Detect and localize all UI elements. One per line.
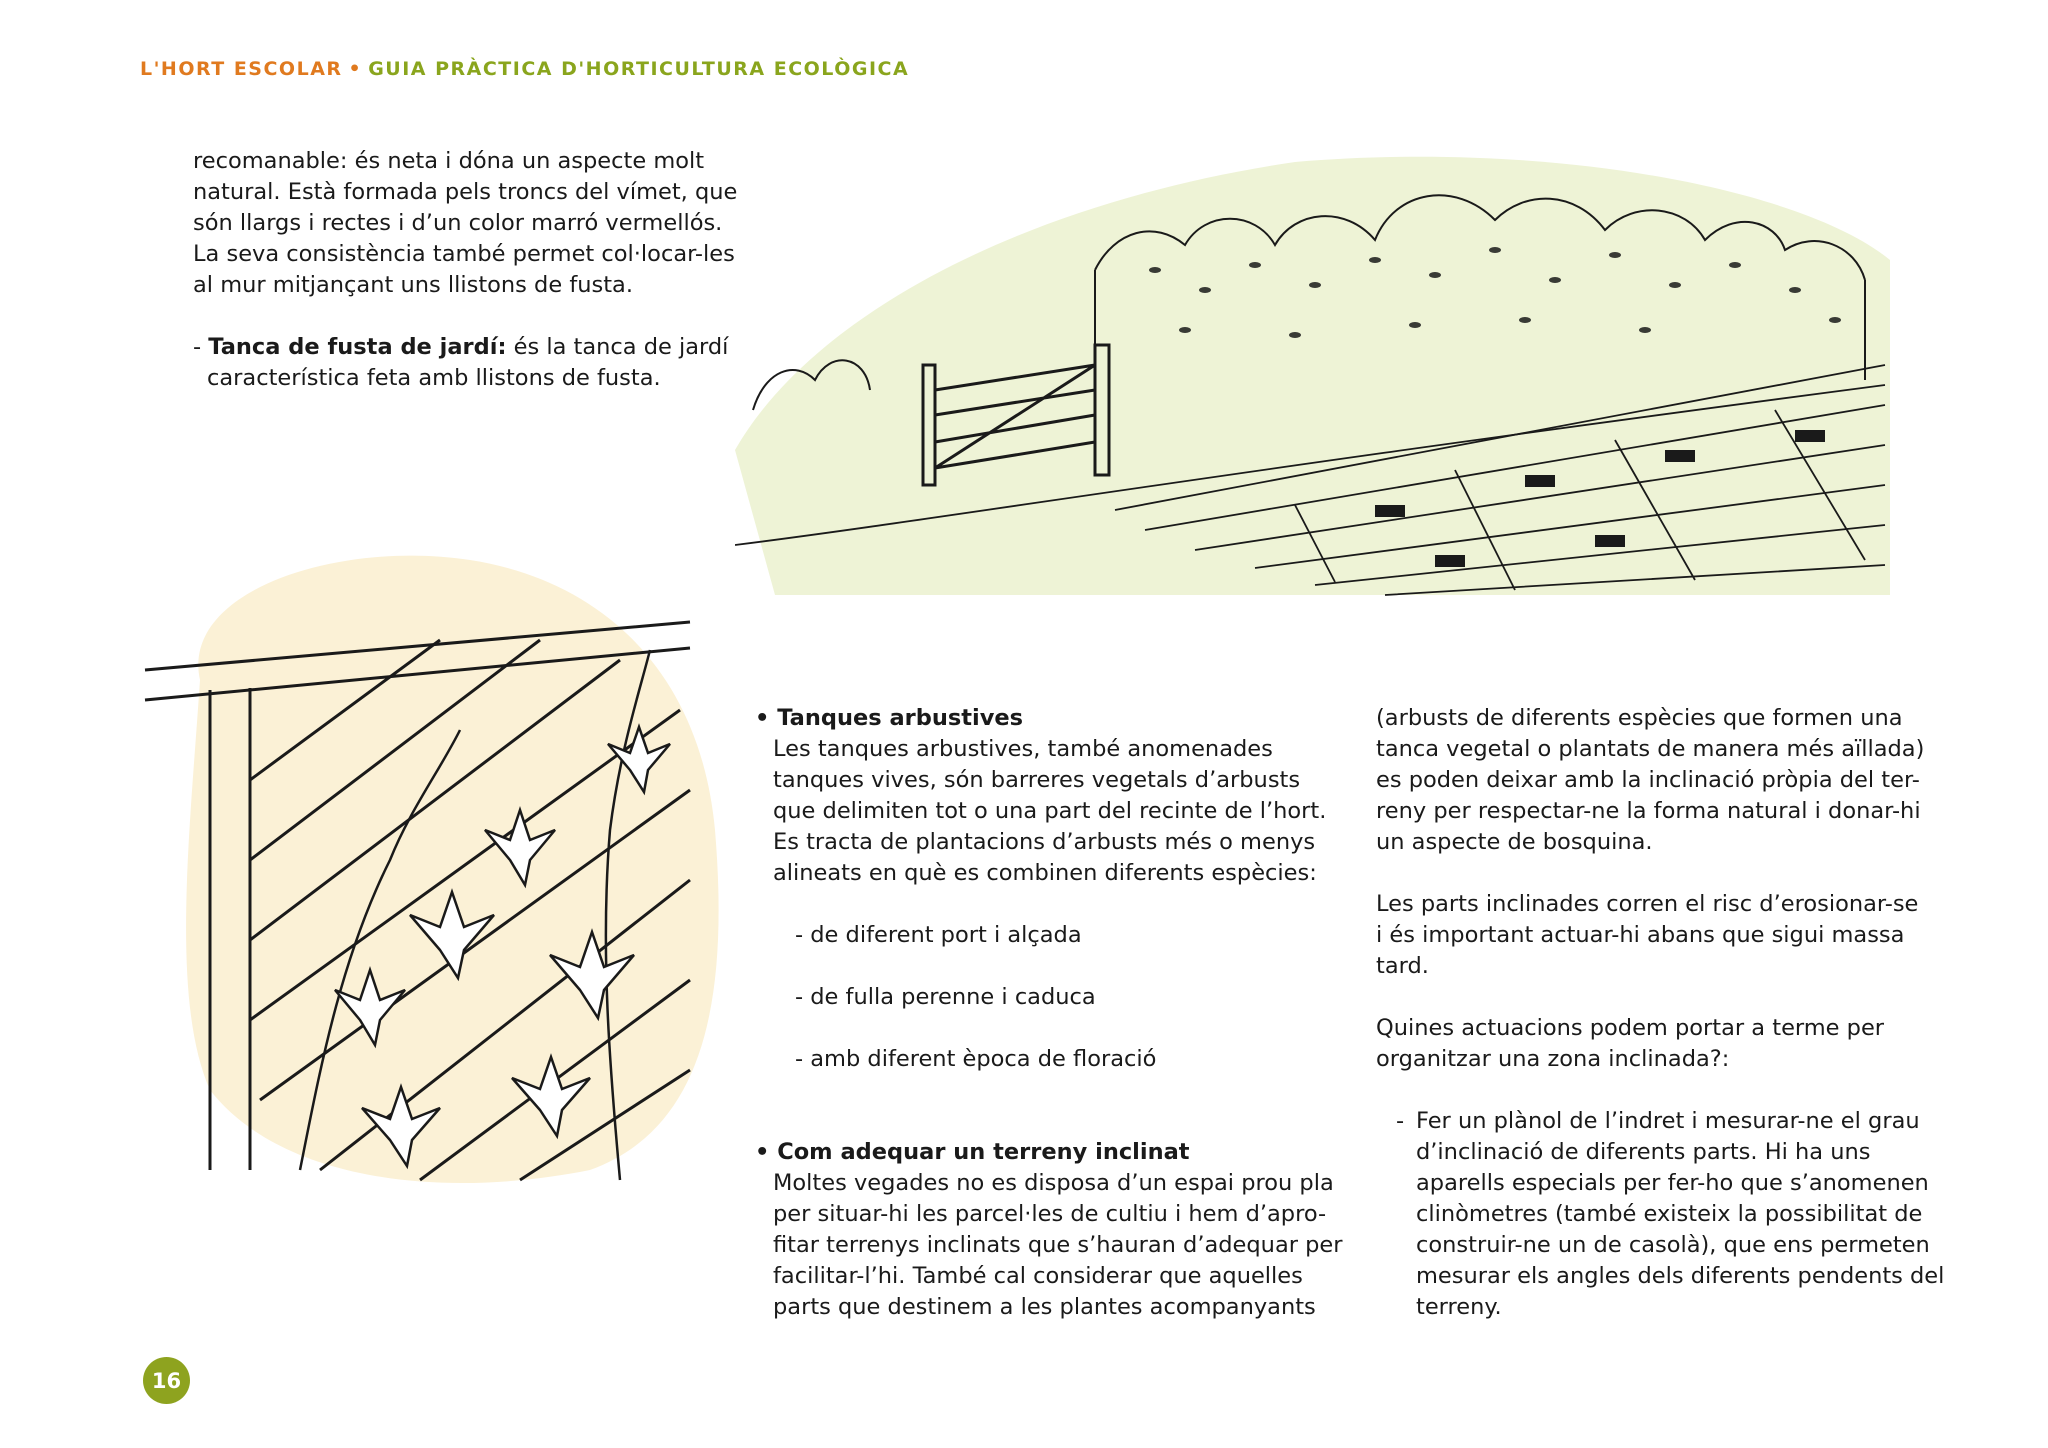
list-dash: - <box>1396 1108 1405 1134</box>
text-line: fitar terrenys inclinats que s’hauran d’adequar per <box>773 1232 1343 1258</box>
text-line: clinòmetres (també existeix la possibilitat de <box>1416 1201 1923 1227</box>
hedge-garden-illustration <box>735 150 1895 610</box>
text-line: són llargs i rectes i d’un color marró vermellós. <box>193 210 723 236</box>
text-line: d’inclinació de diferents parts. Hi ha uns <box>1416 1139 1871 1165</box>
page-number: 16 <box>151 1368 182 1393</box>
list-item <box>1376 1106 1944 1323</box>
text-line: facilitar-l’hi. També cal considerar que aquelles <box>773 1263 1303 1289</box>
text-line: Les parts inclinades corren el risc d’erosionar-se <box>1376 891 1919 917</box>
section-heading: • Tanques arbustives <box>755 705 1024 731</box>
text-line: que delimiten tot o una part del recinte de l’hort. <box>773 798 1327 824</box>
text-line: al mur mitjançant uns llistons de fusta. <box>193 272 633 298</box>
header-title: GUIA PRÀCTICA D'HORTICULTURA ECOLÒGICA <box>368 58 910 80</box>
ivy-wall-illustration <box>140 530 730 1190</box>
text-line: mesurar els angles dels diferents pendents del <box>1416 1263 1945 1289</box>
list-item: - de fulla perenne i caduca <box>795 984 1096 1010</box>
text-line: tanques vives, són barreres vegetals d’arbusts <box>773 767 1301 793</box>
text-line: reny per respectar-ne la forma natural i donar-hi <box>1376 798 1921 824</box>
text-line: Es tracta de plantacions d’arbusts més o menys <box>773 829 1316 855</box>
text-line: Quines actuacions podem portar a terme per <box>1376 1015 1885 1041</box>
list-item: - de diferent port i alçada <box>795 922 1082 948</box>
text-line: parts que destinem a les plantes acompanyants <box>773 1294 1316 1320</box>
text-line: Fer un plànol de l’indret i mesurar-ne el grau <box>1416 1108 1920 1134</box>
left-column-text <box>193 146 737 394</box>
definition-item <box>193 332 737 363</box>
text-line: un aspecte de bosquina. <box>1376 829 1653 855</box>
text-line: tard. <box>1376 953 1429 979</box>
text-line: es poden deixar amb la inclinació pròpia del ter- <box>1376 767 1920 793</box>
text-line: (arbusts de diferents espècies que formen una <box>1376 705 1903 731</box>
text-line: La seva consistència també permet col·locar-les <box>193 241 735 267</box>
text-line: natural. Està formada pels troncs del vímet, que <box>193 179 738 205</box>
text-line: aparells especials per fer-ho que s’anomenen <box>1416 1170 1929 1196</box>
section-heading: • Com adequar un terreny inclinat <box>755 1139 1190 1165</box>
item-definition: és la tanca de jardí <box>506 334 729 360</box>
header-series: L'HORT ESCOLAR <box>140 58 343 80</box>
text-line: Les tanques arbustives, també anomenades <box>773 736 1273 762</box>
right-column-text <box>1376 703 1944 1323</box>
text-line: alineats en què es combinen diferents espècies: <box>773 860 1317 886</box>
text-line: terreny. <box>1416 1294 1502 1320</box>
text-line: Moltes vegades no es disposa d’un espai prou pla <box>773 1170 1334 1196</box>
list-item: - amb diferent època de floració <box>795 1046 1157 1072</box>
text-line: per situar-hi les parcel·les de cultiu i hem d’apro- <box>773 1201 1327 1227</box>
header-separator: • <box>348 58 363 80</box>
text-line: tanca vegetal o plantats de manera més aïllada) <box>1376 736 1925 762</box>
item-prefix: - <box>193 334 209 360</box>
middle-column-text <box>755 703 1343 1323</box>
page-number-badge <box>143 1357 190 1404</box>
text-line: construir-ne un de casolà), que ens permeten <box>1416 1232 1930 1258</box>
running-header <box>140 58 909 80</box>
text-line: i és important actuar-hi abans que sigui massa <box>1376 922 1905 948</box>
text-line: recomanable: és neta i dóna un aspecte molt <box>193 148 705 174</box>
text-line: organitzar una zona inclinada?: <box>1376 1046 1730 1072</box>
item-term: Tanca de fusta de jardí: <box>208 334 507 360</box>
text-line: característica feta amb llistons de fusta. <box>207 365 661 391</box>
